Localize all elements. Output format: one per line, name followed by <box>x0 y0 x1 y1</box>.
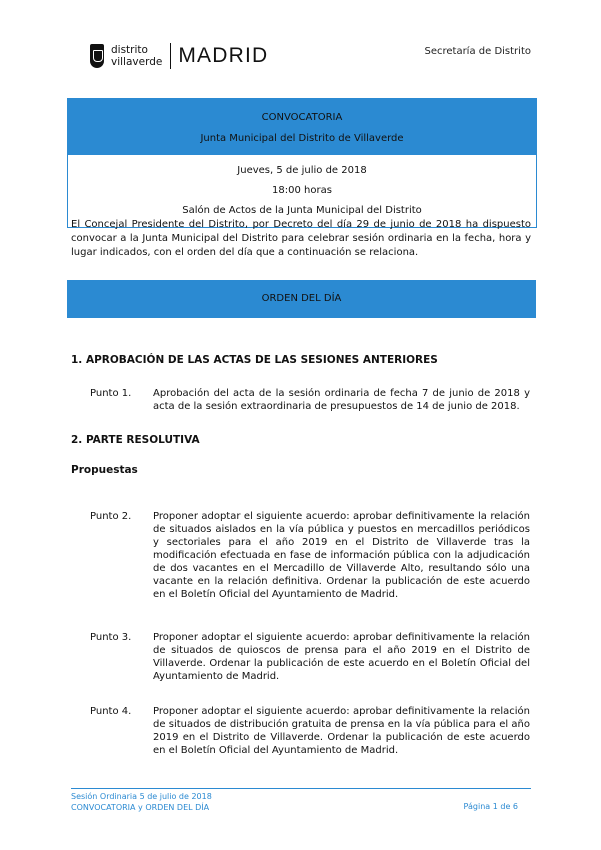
punto3-label: Punto 3. <box>90 632 132 643</box>
logo-line1: distrito <box>111 44 148 56</box>
logo-divider <box>170 43 171 69</box>
convocatoria-date: Jueves, 5 de julio de 2018 <box>237 165 367 176</box>
section2-heading: 2. PARTE RESOLUTIVA <box>71 434 200 446</box>
convocatoria-time: 18:00 horas <box>272 185 332 196</box>
logo-district-text <box>111 44 162 68</box>
convocatoria-subtitle: Junta Municipal del Distrito de Villaverde <box>200 133 404 144</box>
punto1-text: Aprobación del acta de la sesión ordinaria de fecha 7 de junio de 2018 y acta de la sesión extraordinaria de presupuestos de 14 de junio de 2018. <box>153 388 530 412</box>
section1-heading: 1. APROBACIÓN DE LAS ACTAS DE LAS SESIONES ANTERIORES <box>71 354 438 366</box>
footer-divider <box>71 788 531 789</box>
footer-line2: CONVOCATORIA y ORDEN DEL DÍA <box>71 803 210 812</box>
madrid-shield-icon <box>90 44 104 68</box>
convocatoria-header <box>68 99 536 155</box>
footer-line1: Sesión Ordinaria 5 de julio de 2018 <box>71 792 212 801</box>
orden-del-dia-banner: ORDEN DEL DÍA <box>67 280 536 318</box>
intro-paragraph: El Concejal Presidente del Distrito, por Decreto del día 29 de junio de 2018 ha dispuesto convocar a la Junta Municipal del Distrito para celebrar sesión ordinaria en la fecha, hora y lugar indicados, con el orden del día que a continuación se relaciona. <box>71 219 531 258</box>
punto4-label: Punto 4. <box>90 706 132 717</box>
punto3-text: Proponer adoptar el siguiente acuerdo: aprobar definitivamente la relación de situados de quioscos de prensa para el año 2019 en el Distrito de Villaverde. Ordenar la publicación de este acuerdo en el Boletín Oficial del Ayuntamiento de Madrid. <box>153 632 530 682</box>
punto2-label: Punto 2. <box>90 511 132 522</box>
logo-madrid-text: MADRID <box>178 44 269 67</box>
convocatoria-title: CONVOCATORIA <box>261 112 343 123</box>
footer-page-number: Página 1 de 6 <box>463 802 518 811</box>
punto1-label: Punto 1. <box>90 388 132 399</box>
section2-subheading: Propuestas <box>71 464 138 476</box>
header-department: Secretaría de Distrito <box>424 46 531 57</box>
punto2-text: Proponer adoptar el siguiente acuerdo: aprobar definitivamente la relación de situados aislados en la vía pública y puestos en mercadillos periódicos y sectoriales para el año 2019 en el Distrito de Villaverde tras la modificación efectuada en fase de información pública con la adjudicación de dos vacantes en el Mercadillo de Villaverde Alto, resultando sólo una vacante en la relación definitiva. Ordenar la publicación de este acuerdo en el Boletín Oficial del Ayuntamiento de Madrid. <box>153 511 530 600</box>
convocatoria-details <box>68 155 536 227</box>
madrid-logo <box>90 42 268 70</box>
punto4-text: Proponer adoptar el siguiente acuerdo: aprobar definitivamente la relación de situados de distribución gratuita de prensa en la vía pública para el año 2019 en el Distrito de Villaverde. Ordenar la publicación de este acuerdo en el Boletín Oficial del Ayuntamiento de Madrid. <box>153 706 530 756</box>
convocatoria-place: Salón de Actos de la Junta Municipal del Distrito <box>182 205 422 216</box>
footer-session-info <box>71 791 212 813</box>
convocatoria-box <box>67 98 537 228</box>
logo-line2: villaverde <box>111 56 163 68</box>
